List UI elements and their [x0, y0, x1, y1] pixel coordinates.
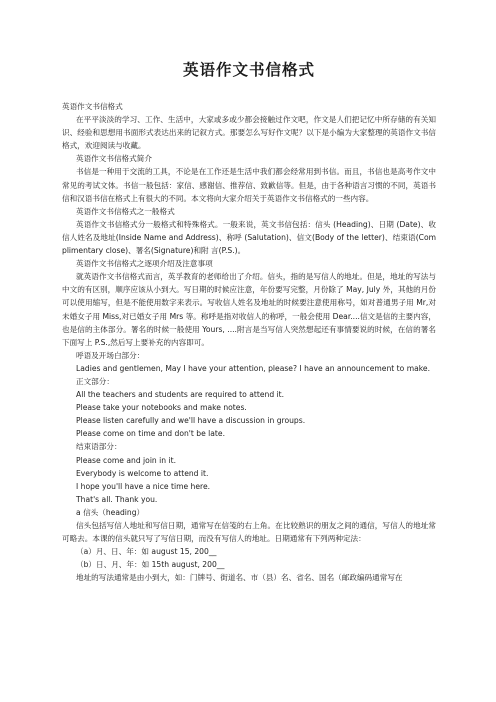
body-example-line: All the teachers and students are required to attend it.: [76, 390, 285, 400]
closing-example-line: Everybody is welcome to attend it.: [76, 468, 209, 478]
general-format-paragraph: 英语作文书信格式分一般格式和特殊格式。一般来说，英文书信包括：信头 (Heading)、日期 (Date)、收信人姓名及地址(Inside Name and Address)、称呼 (Salutation)、信文(Body of the letter)、结束语(Complimentary close)、署名(Signature)和附 言(P.S.)。: [62, 219, 436, 256]
date-format-item: （b）日、月、年：如 15th august, 200__: [76, 560, 225, 570]
closing-example-line: That's all. Thank you.: [76, 494, 158, 504]
closing-example-line: I hope you'll have a nice time here.: [76, 481, 211, 491]
section-heading-intro: 英语作文书信格式简介: [76, 154, 152, 164]
intro-paragraph: 在平平淡淡的学习、工作、生活中，大家或多或少都会接触过作文吧，作文是人们把记忆中所存储的有关知识、经验和思想用书面形式表达出来的记叙方式。那要怎么写好作文呢？以下是小编为大家整理的英语作文书信格式，欢迎阅读与收藏。: [62, 115, 436, 151]
document-title: 英语作文书信格式: [182, 61, 315, 79]
heading-section-label: a 信头（heading）: [76, 507, 145, 517]
address-format-paragraph: 地址的写法通常是由小到大，如：门牌号、街道名、市（县）名、省名、国名（邮政编码通常写在: [76, 573, 403, 583]
details-paragraph: 就英语作文书信格式而言，英孚教育的老师给出了介绍。信头，指的是写信人的地址。但是，地址的写法与中文的有区别，顺序应该从小到大。写日期的时候应注意，年份要写完整，月份除了 May, July 外，其他的月份可以使用缩写，但是不能使用数字来表示。写收信人姓名及地址的时候要注意使用称号，如对普通男子用 Mr,对未婚女子用 Miss,对已婚女子用 Mrs 等。称呼是指对收信人的称呼，一般会使用 Dear....信文是信的主要内容，也是信的主体部分。署名的时候一般使用 Yours, ....附言是当写信人突然想起还有事情要说的时候，在信的署名下面写上 P.S.,然后写上要补充的内容即可。: [62, 272, 436, 347]
salutation-heading: 呼语及开场白部分：: [76, 350, 145, 360]
body-example-line: Please come on time and don't be late.: [76, 429, 225, 439]
body-example-line: Please take your notebooks and make notes.: [76, 403, 247, 413]
salutation-example: Ladies and gentlemen, May I have your attention, please? I have an announcement to make.: [76, 363, 430, 373]
body-example-line: Please listen carefully and we'll have a discussion in groups.: [76, 416, 306, 426]
doc-subtitle: 英语作文书信格式: [62, 102, 123, 111]
section-heading-general-format: 英语作文书信格式之一般格式: [76, 206, 175, 216]
intro-body-paragraph: 书信是一种用于交流的工具，不论是在工作还是生活中我们都会经常用到书信。而且，书信也是高考作文中常见的考试文体。书信一般包括：家信、感谢信、推荐信、致歉信等。但是，由于各种语言习惯的不同，英语书信和汉语书信在格式上有很大的不同。本文将向大家介绍关于英语作文书信格式的一些内容。: [62, 167, 436, 203]
body-heading: 正文部分：: [76, 376, 114, 386]
date-format-item: （a）月、日、年：如 august 15, 200__: [76, 547, 217, 557]
closing-example-line: Please come and join in it.: [76, 455, 176, 465]
heading-description-paragraph: 信头包括写信人地址和写信日期，通常写在信笺的右上角。在比较熟识的朋友之间的通信，写信人的地址常可略去。本课的信头就只写了写信日期，而没有写信人的地址。日期通常有下列两种定法：: [62, 521, 436, 544]
closing-heading: 结束语部分：: [76, 442, 122, 452]
section-heading-details: 英语作文书信格式之逐项介绍及注意事项: [76, 259, 213, 269]
